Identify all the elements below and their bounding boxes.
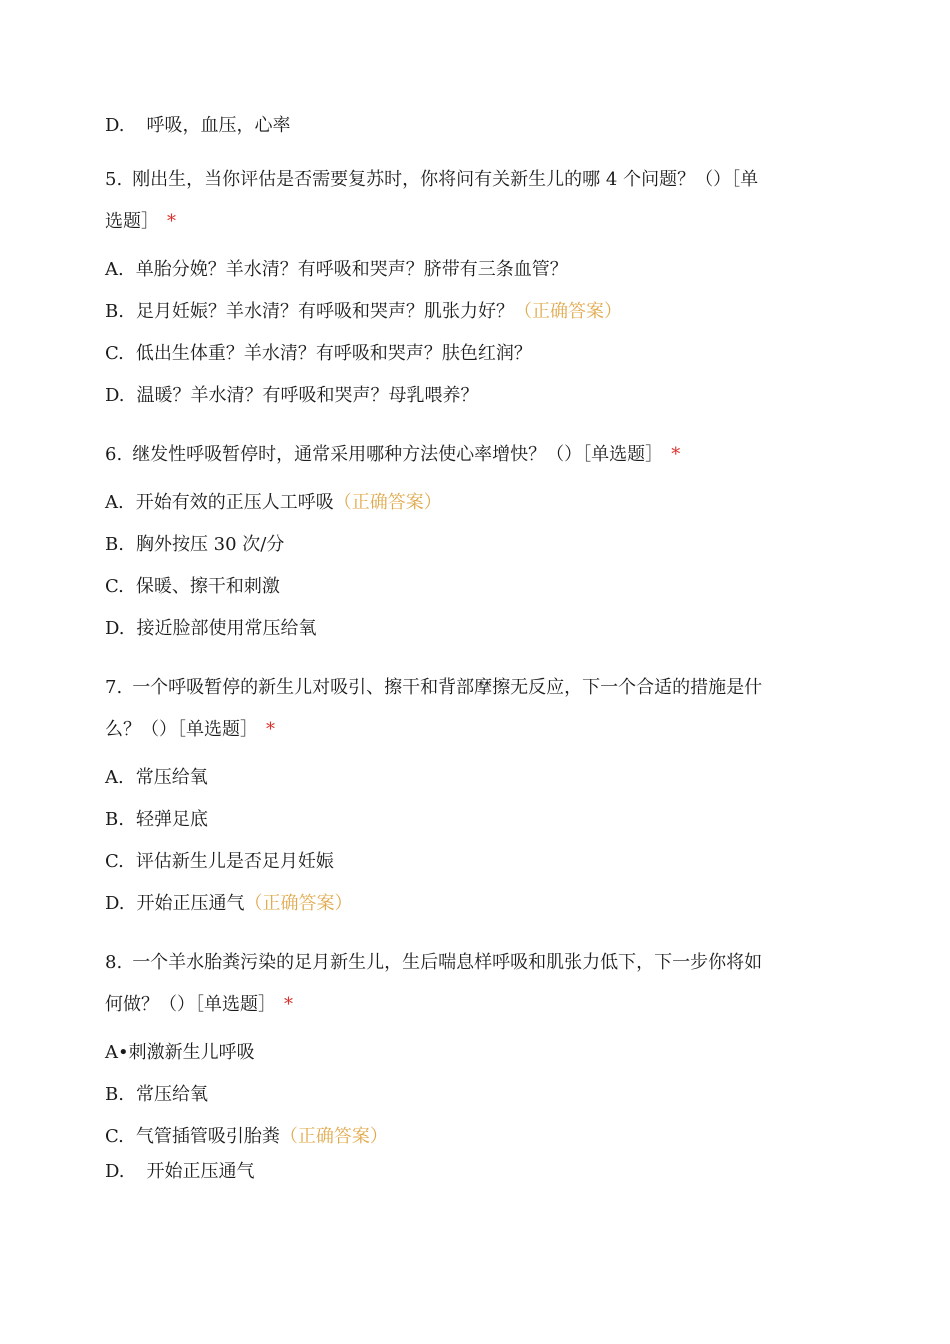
option-c (105, 849, 845, 875)
option-a (105, 490, 845, 516)
option-b (105, 1082, 845, 1108)
question-number: 5. (105, 169, 123, 190)
option-text: 常压给氧 (135, 767, 208, 788)
option-marker: A. (105, 492, 124, 513)
required-mark: * (671, 444, 681, 465)
question-text (105, 950, 845, 976)
option-a (105, 1040, 845, 1066)
option-marker: B. (105, 809, 124, 830)
option-marker: C. (105, 576, 124, 597)
question-text-line2: 何做？（）［单选题］ (105, 994, 276, 1015)
option-b (105, 299, 845, 325)
option-text: 接近脸部使用常压给氧 (136, 618, 317, 639)
question-text-continued (105, 992, 845, 1018)
option-text: 刺激新生儿呼吸 (128, 1042, 255, 1063)
question-text-continued (105, 717, 845, 743)
option-text: 开始有效的正压人工呼吸 (135, 492, 334, 513)
option-marker: D. (105, 385, 125, 406)
option-a (105, 765, 845, 791)
option-marker: B. (105, 534, 124, 555)
option-marker: C. (105, 1126, 124, 1147)
question-text-line2: 选题］ (105, 211, 159, 232)
question-text-continued (105, 209, 845, 235)
option-text: 开始正压通气 (146, 1161, 255, 1182)
correct-answer-tag: （正确答案） (279, 1126, 388, 1147)
option-marker: C. (105, 343, 124, 364)
option-marker: A. (105, 259, 124, 280)
required-mark: * (167, 211, 176, 232)
option-c (105, 341, 845, 367)
option-text: 温暖？羊水清？有呼吸和哭声？母乳喂养？ (136, 385, 479, 406)
option-marker: D. (105, 893, 125, 914)
option-text: 足月妊娠？羊水清？有呼吸和哭声？肌张力好？ (135, 301, 514, 322)
question-text (105, 442, 845, 468)
option-text: 呼吸，血压，心率 (146, 115, 291, 136)
option-a (105, 257, 845, 283)
question-text-line2: 么？（）［单选题］ (105, 719, 258, 740)
question-text-line1: 继发性呼吸暂停时，通常采用哪种方法使心率增快？（）［单选题］ (132, 444, 664, 465)
question-number: 8. (105, 952, 123, 973)
option-text: 评估新生儿是否足月妊娠 (135, 851, 334, 872)
required-mark: * (266, 719, 275, 740)
option-marker: C. (105, 851, 124, 872)
option-d (105, 891, 845, 917)
option-marker: A. (105, 767, 124, 788)
option-text: 气管插管吸引胎粪 (135, 1126, 280, 1147)
option-text: 轻弹足底 (135, 809, 208, 830)
correct-answer-tag: （正确答案） (333, 492, 442, 513)
option-text: 单胎分娩？羊水清？有呼吸和哭声？脐带有三条血管？ (135, 259, 568, 280)
option-text: 胸外按压 30 次/分 (135, 534, 285, 555)
option-b (105, 807, 845, 833)
option-d (105, 113, 845, 139)
option-marker: B. (105, 301, 124, 322)
option-marker: D. (105, 1161, 125, 1182)
option-text: 开始正压通气 (136, 893, 245, 914)
correct-answer-tag: （正确答案） (244, 893, 353, 914)
question-text-line1: 一个羊水胎粪污染的足月新生儿，生后喘息样呼吸和肌张力低下，下一步你将如 (132, 952, 763, 973)
option-d (105, 383, 845, 409)
option-d (105, 1159, 845, 1185)
question-text (105, 675, 845, 701)
required-mark: * (284, 994, 293, 1015)
option-text: 常压给氧 (135, 1084, 208, 1105)
option-text: 低出生体重？羊水清？有呼吸和哭声？肤色红润？ (135, 343, 532, 364)
option-marker: A• (105, 1042, 129, 1063)
question-number: 7. (105, 677, 123, 698)
question-text-line1: 刚出生，当你评估是否需要复苏时，你将问有关新生儿的哪 4 个问题？（）［单 (132, 169, 759, 190)
correct-answer-tag: （正确答案） (513, 301, 622, 322)
option-c (105, 1124, 845, 1150)
question-number: 6. (105, 444, 123, 465)
option-d (105, 616, 845, 642)
option-marker: D. (105, 618, 125, 639)
question-text-line1: 一个呼吸暂停的新生儿对吸引、擦干和背部摩擦无反应，下一个合适的措施是什 (132, 677, 763, 698)
question-text (105, 167, 845, 193)
option-text: 保暖、擦干和刺激 (135, 576, 280, 597)
option-marker: B. (105, 1084, 124, 1105)
option-c (105, 574, 845, 600)
option-b (105, 532, 845, 558)
option-marker: D. (105, 115, 125, 136)
